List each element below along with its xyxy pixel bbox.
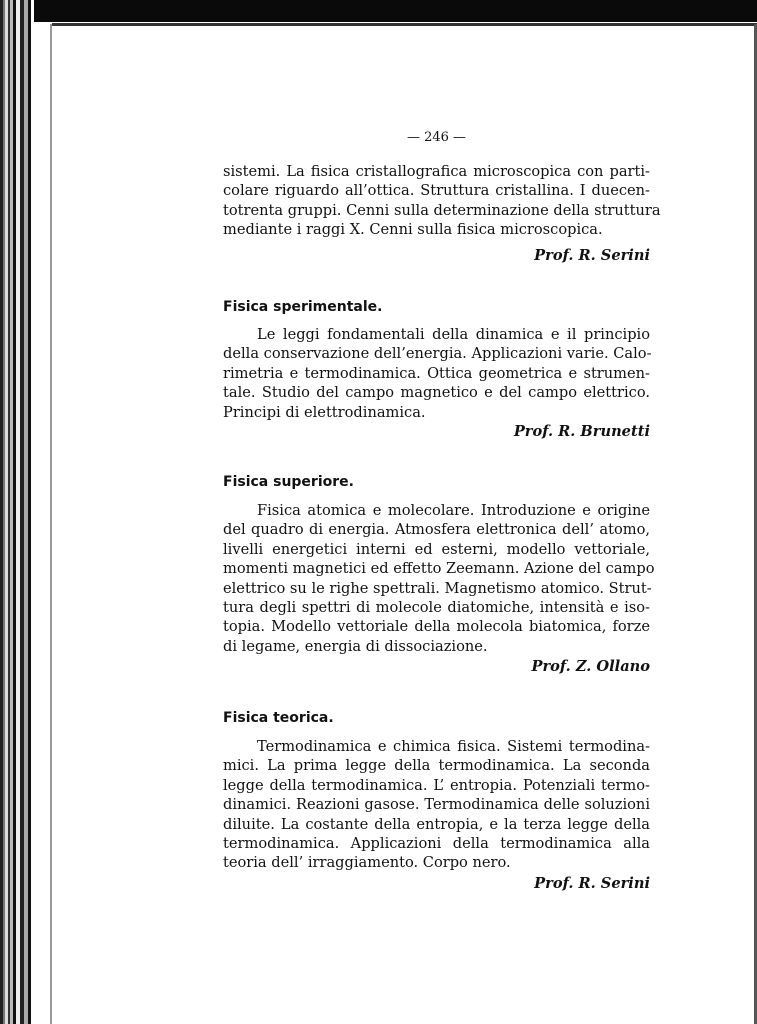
text-line: momenti magnetici ed effetto Zeemann. Azione del campo — [223, 560, 655, 578]
page-left-edge — [50, 24, 52, 1024]
section-body — [223, 737, 650, 873]
text-line: elettrico su le righe spettrali. Magnetismo atomico. Strut- — [223, 579, 652, 597]
text-line: sistemi. La fisica cristallografica microscopica con parti- — [223, 163, 650, 180]
page-number: — 246 — — [406, 130, 467, 145]
text-line: della conservazione dell’energia. Applicazioni varie. Calo- — [223, 345, 652, 363]
professor-name: Prof. Z. Ollano — [531, 658, 650, 675]
scan-binding-strip — [0, 0, 34, 1024]
section-continuation-body — [223, 162, 661, 240]
professor-name: Prof. R. Brunetti — [513, 423, 650, 440]
scan-border-top — [0, 0, 757, 22]
professor-name: Prof. R. Serini — [534, 875, 650, 892]
text-line: del quadro di energia. Atmosfera elettronica dell’ atomo, — [223, 521, 650, 539]
section-heading: Fisica sperimentale. — [223, 299, 383, 315]
text-line: diluite. La costante della entropia, e la terza legge della — [223, 815, 650, 833]
text-line: tura degli spettri di molecole diatomiche, intensità e iso- — [223, 599, 650, 617]
page-top-edge — [52, 23, 757, 26]
text-line: Le leggi fondamentali della dinamica e il principio — [257, 326, 650, 343]
text-line: termodinamica. Applicazioni della termodinamica alla — [223, 835, 650, 853]
text-line: teoria dell’ irraggiamento. Corpo nero. — [223, 854, 511, 872]
text-line: colare riguardo all’ottica. Struttura cristallina. I duecen- — [223, 182, 650, 200]
text-line: mediante i raggi X. Cenni sulla fisica microscopica. — [223, 221, 603, 239]
section-body — [223, 501, 655, 656]
text-line: legge della termodinamica. L’ entropia. Potenziali termo- — [223, 776, 650, 794]
text-line: Fisica atomica e molecolare. Introduzione e origine — [257, 502, 650, 519]
text-line: totrenta gruppi. Cenni sulla determinazione della struttura — [223, 201, 661, 219]
text-line: dinamici. Reazioni gasose. Termodinamica delle soluzioni — [223, 796, 650, 814]
text-line: di legame, energia di dissociazione. — [223, 637, 488, 655]
text-line: rimetria e termodinamica. Ottica geometrica e strumen- — [223, 364, 650, 382]
text-line: mici. La prima legge della termodinamica. La seconda — [223, 757, 650, 775]
text-line: topia. Modello vettoriale della molecola biatomica, forze — [223, 618, 650, 636]
text-line: Termodinamica e chimica fisica. Sistemi termodina- — [257, 738, 650, 755]
section-body — [223, 325, 650, 422]
professor-name: Prof. R. Serini — [534, 247, 650, 264]
section-heading: Fisica superiore. — [223, 474, 354, 490]
section-heading: Fisica teorica. — [223, 710, 334, 726]
text-line: Principi di elettrodinamica. — [223, 403, 426, 421]
text-line: tale. Studio del campo magnetico e del campo elettrico. — [223, 384, 650, 402]
text-line: livelli energetici interni ed esterni, modello vettoriale, — [223, 540, 650, 558]
